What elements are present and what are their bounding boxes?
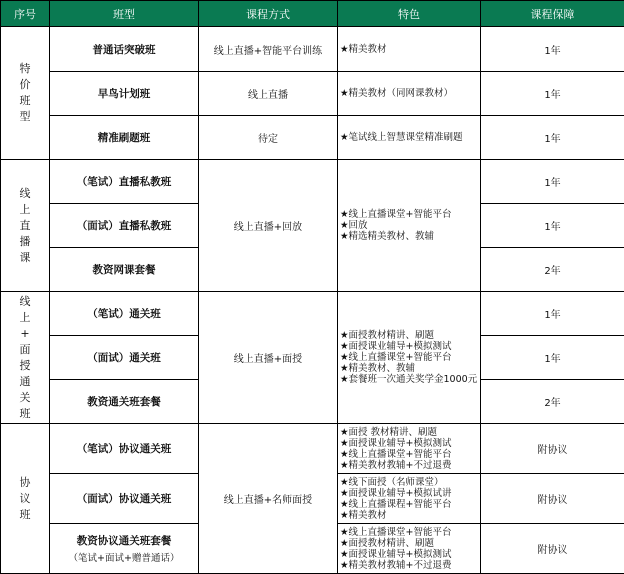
features-cell: ★精美教材（同网课教材）	[338, 72, 481, 116]
course-mode: 线上直播+面授	[199, 292, 338, 424]
category-cell: 线 上 + 面 授 通 关 班	[1, 292, 50, 424]
class-name: 教资通关班套餐	[50, 380, 199, 424]
guarantee: 1年	[481, 204, 624, 248]
class-name: 教资网课套餐	[50, 248, 199, 292]
class-name: （笔试）通关班	[50, 292, 199, 336]
category-cell: 协 议 班	[1, 424, 50, 574]
table-row	[1, 27, 624, 72]
guarantee: 附协议	[481, 424, 624, 474]
header-mode: 课程方式	[199, 1, 338, 27]
features-cell: ★线下面授（名师课堂） ★面授课业辅导+模拟试讲 ★线上直播课程+智能平台 ★精美教材	[338, 474, 481, 524]
course-mode: 线上直播+名师面授	[199, 424, 338, 574]
header-features: 特色	[338, 1, 481, 27]
class-name: 普通话突破班	[50, 27, 199, 72]
class-name	[50, 524, 199, 574]
course-mode: 线上直播+智能平台训练	[199, 27, 338, 72]
course-mode: 线上直播	[199, 72, 338, 116]
features-cell: ★面授 教材精讲、刷题 ★面授课业辅导+模拟测试 ★线上直播课堂+智能平台 ★精美教材教辅+不过退费	[338, 424, 481, 474]
class-name: （面试）直播私教班	[50, 204, 199, 248]
class-name: （面试）协议通关班	[50, 474, 199, 524]
category-cell: 线 上 直 播 课	[1, 160, 50, 292]
features-cell: ★线上直播课堂+智能平台 ★面授教材精讲、刷题 ★面授课业辅导+模拟测试 ★精美教材教辅+不过退费	[338, 524, 481, 574]
features-cell: ★精美教材	[338, 27, 481, 72]
class-name: （笔试）直播私教班	[50, 160, 199, 204]
guarantee: 1年	[481, 27, 624, 72]
category-cell: 特 价 班 型	[1, 27, 50, 160]
class-name: 早鸟计划班	[50, 72, 199, 116]
features-cell: ★线上直播课堂+智能平台 ★回放 ★精选精美教材、教辅	[338, 160, 481, 292]
table-row	[1, 160, 624, 204]
header-class: 班型	[50, 1, 199, 27]
table-row	[1, 424, 624, 474]
guarantee: 1年	[481, 336, 624, 380]
class-name-main: 教资协议通关班套餐	[76, 535, 172, 547]
header-row	[1, 1, 624, 27]
header-index: 序号	[1, 1, 50, 27]
guarantee: 1年	[481, 72, 624, 116]
class-name-sub: （笔试+面试+赠普通话）	[68, 553, 180, 564]
guarantee: 附协议	[481, 474, 624, 524]
guarantee: 附协议	[481, 524, 624, 574]
class-name: （笔试）协议通关班	[50, 424, 199, 474]
guarantee: 1年	[481, 292, 624, 336]
table-row	[1, 116, 624, 160]
course-mode: 待定	[199, 116, 338, 160]
guarantee: 1年	[481, 160, 624, 204]
header-guarantee: 课程保障	[481, 1, 624, 27]
guarantee: 2年	[481, 380, 624, 424]
guarantee: 1年	[481, 116, 624, 160]
class-name: （面试）通关班	[50, 336, 199, 380]
table-row	[1, 292, 624, 336]
guarantee: 2年	[481, 248, 624, 292]
class-name: 精准刷题班	[50, 116, 199, 160]
course-mode: 线上直播+回放	[199, 160, 338, 292]
table-row	[1, 72, 624, 116]
features-cell: ★笔试线上智慧课堂精准刷题	[338, 116, 481, 160]
features-cell: ★面授教材精讲、刷题 ★面授课业辅导+模拟测试 ★线上直播课堂+智能平台 ★精美教材、教辅 ★套餐班一次通关奖学金1000元	[338, 292, 481, 424]
